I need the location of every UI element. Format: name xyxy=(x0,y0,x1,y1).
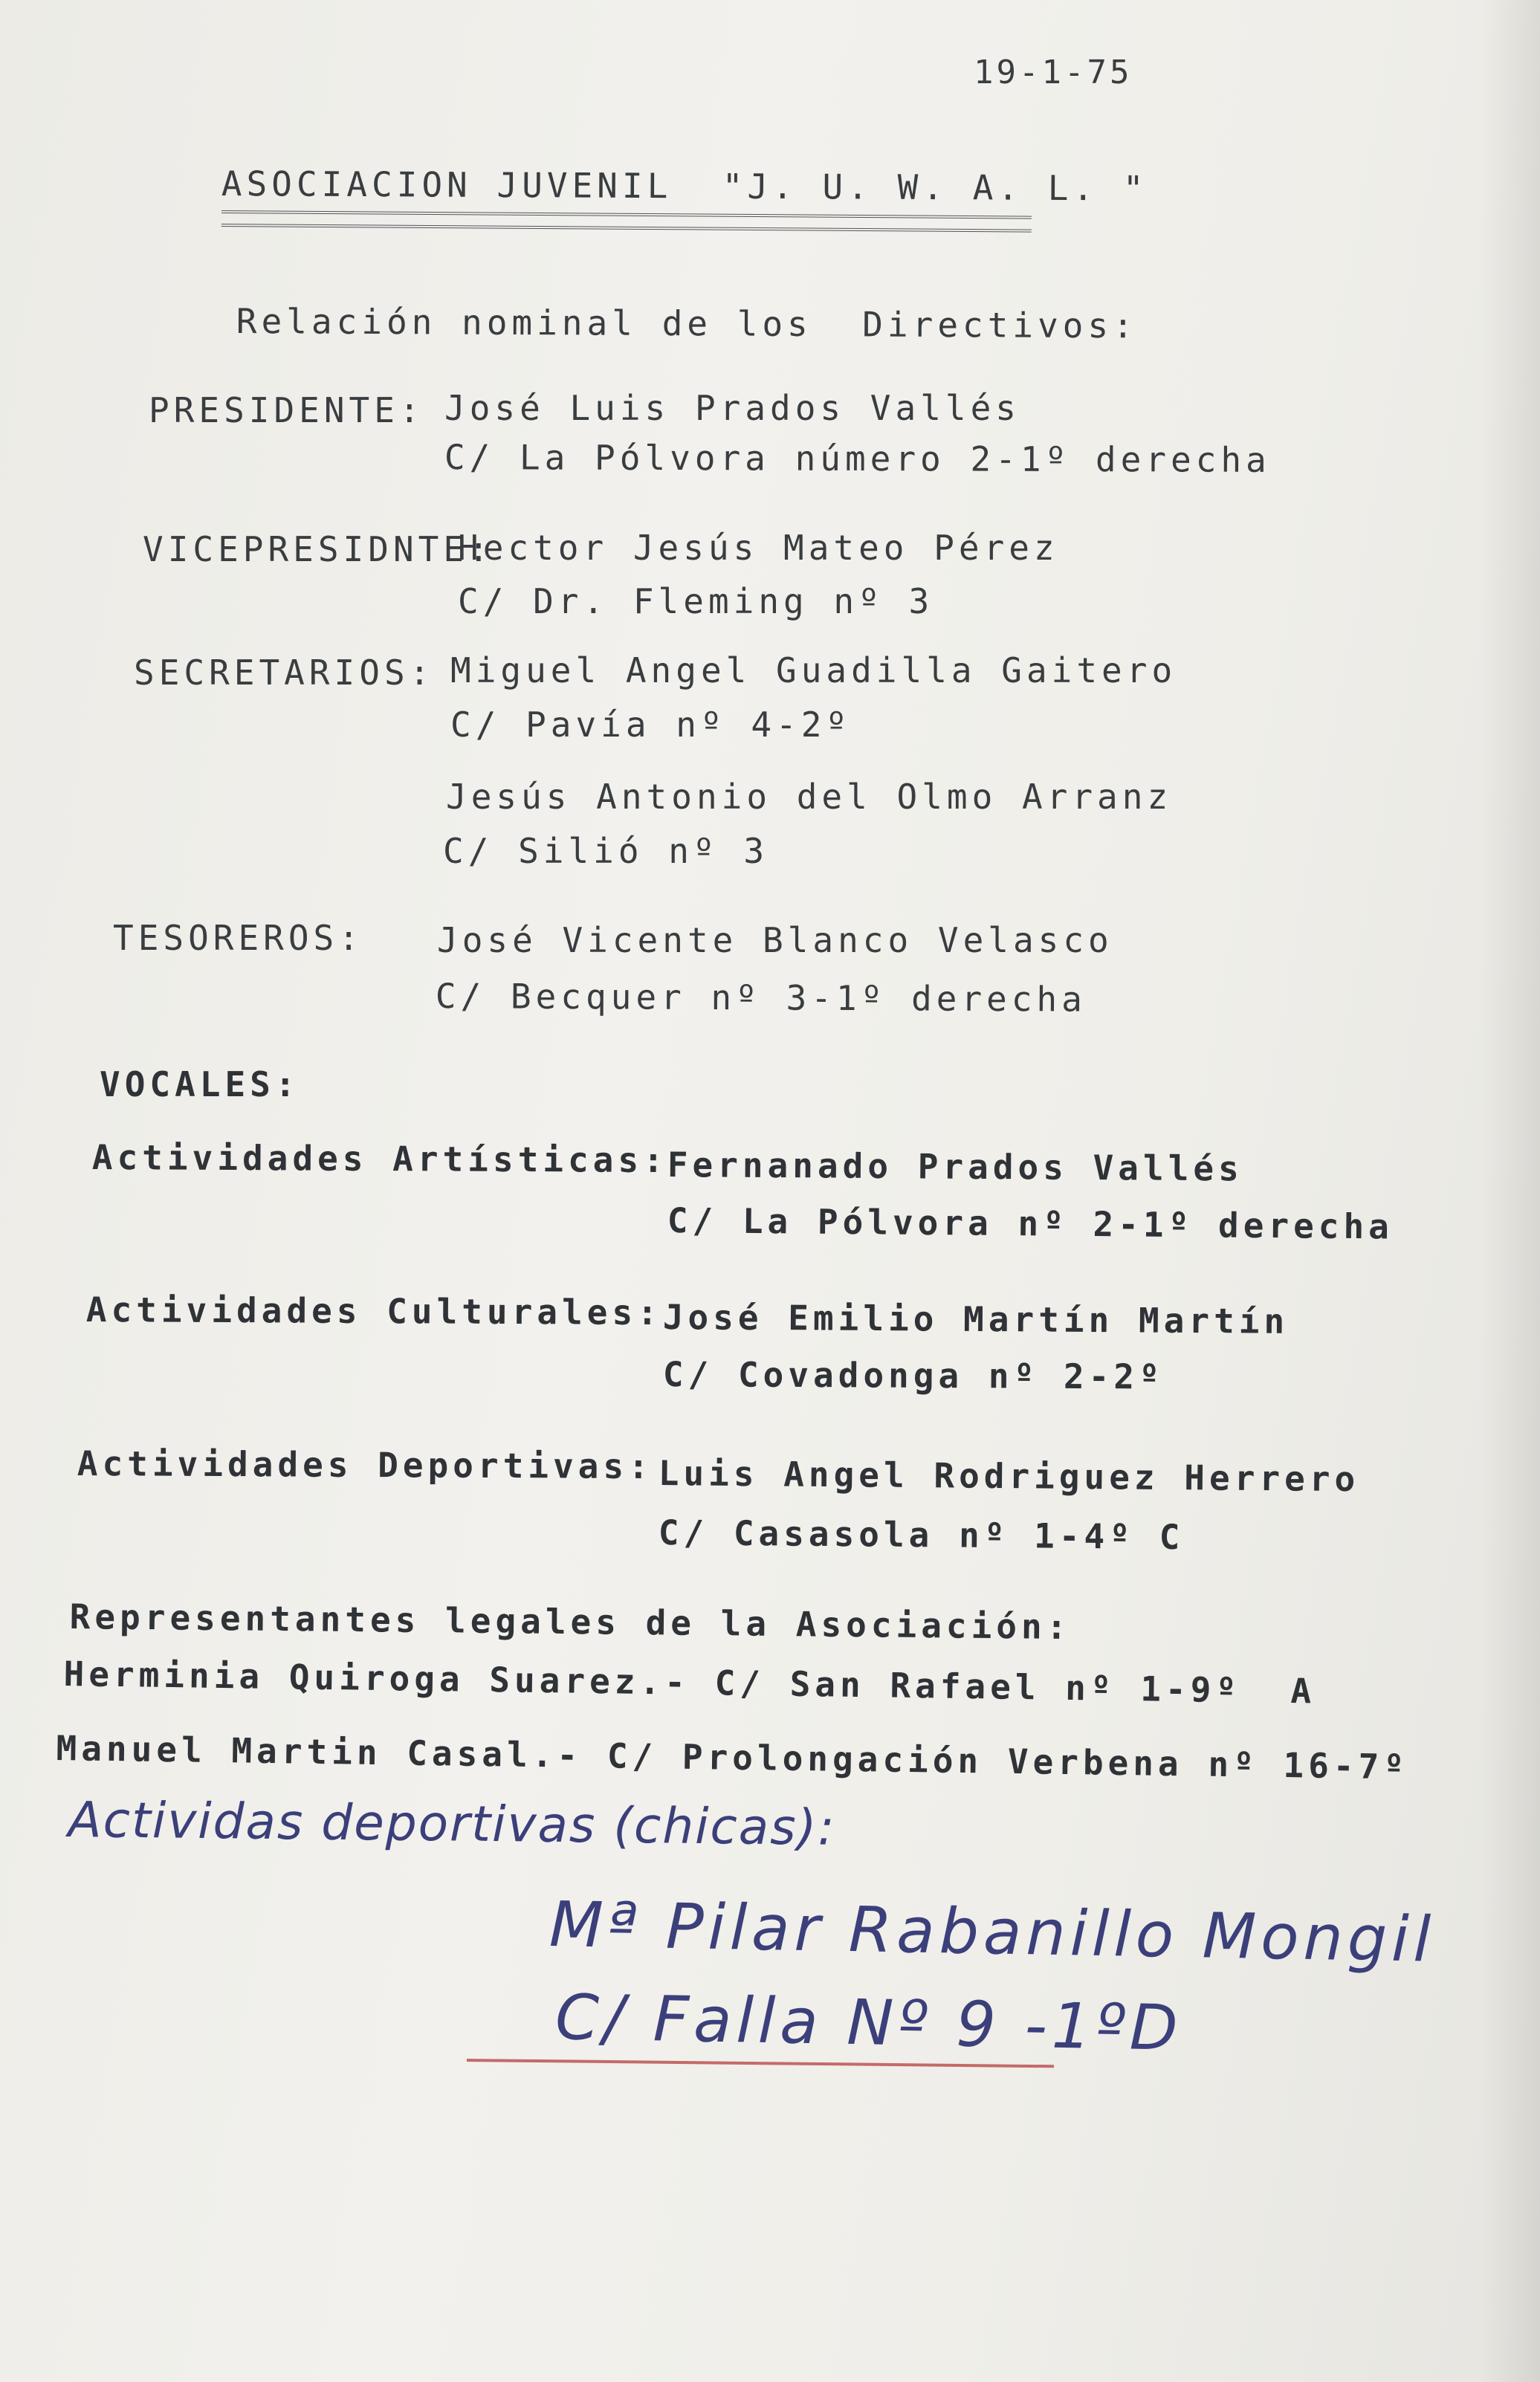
vocal-artistic-area: Actividades Artísticas: xyxy=(91,1137,668,1181)
vicepresident-address: C/ Dr. Fleming nº 3 xyxy=(458,581,934,621)
treasurer-name: José Vicente Blanco Velasco xyxy=(437,920,1113,960)
vocal-cultural-address: C/ Covadonga nº 2-2º xyxy=(662,1354,1164,1397)
title-underline xyxy=(221,210,1032,233)
legal-heading: Representantes legales de la Asociación: xyxy=(69,1596,1072,1648)
secretary-2-address: C/ Silió nº 3 xyxy=(443,831,769,871)
president-address: C/ La Pólvora número 2-1º derecha xyxy=(444,437,1271,480)
treasurers-role: TESOREROS: xyxy=(113,918,363,958)
page-edge-shadow xyxy=(1481,0,1540,2382)
president-name: José Luis Prados Vallés xyxy=(444,388,1020,428)
legal-representative-1: Herminia Quiroga Suarez.- C/ San Rafael nº 1-9º A xyxy=(63,1654,1316,1712)
secretaries-role: SECRETARIOS: xyxy=(134,653,435,693)
president-role: PRESIDENTE: xyxy=(149,390,424,430)
secretary-2-name: Jesús Antonio del Olmo Arranz xyxy=(446,777,1173,817)
vocal-artistic-address: C/ La Pólvora nº 2-1º derecha xyxy=(667,1200,1394,1247)
vocal-sports-address: C/ Casasola nº 1-4º C xyxy=(658,1512,1185,1558)
vocal-cultural-area: Actividades Culturales: xyxy=(85,1289,662,1333)
secretary-1-name: Miguel Angel Guadilla Gaitero xyxy=(450,650,1177,690)
vocales-heading: VOCALES: xyxy=(100,1064,300,1104)
legal-representative-2: Manuel Martin Casal.- C/ Prolongación Verbena nº 16-7º xyxy=(56,1728,1409,1787)
secretary-1-address: C/ Pavía nº 4-2º xyxy=(450,705,852,745)
handwritten-name: Mª Pilar Rabanillo Mongil xyxy=(549,1888,1436,1976)
vocal-cultural-name: José Emilio Martín Martín xyxy=(662,1297,1290,1342)
vocal-artistic-name: Fernanado Prados Vallés xyxy=(667,1145,1243,1189)
vocal-sports-area: Actividades Deportivas: xyxy=(77,1443,653,1487)
document-subtitle: Relación nominal de los Directivos: xyxy=(236,301,1138,346)
vocal-sports-name: Luis Angel Rodriguez Herrero xyxy=(658,1453,1360,1500)
document-date: 19-1-75 xyxy=(974,54,1133,91)
handwritten-heading: Actividas deportivas (chicas): xyxy=(68,1791,837,1857)
vicepresident-role: VICEPRESIDNTE: xyxy=(143,529,494,569)
handwritten-address: C/ Falla Nº 9 -1ºD xyxy=(554,1981,1183,2065)
document-title: ASOCIACION JUVENIL "J. U. W. A. L. " xyxy=(221,164,1148,209)
treasurer-address: C/ Becquer nº 3-1º derecha xyxy=(435,976,1087,1020)
vicepresident-name: Hector Jesús Mateo Pérez xyxy=(458,528,1059,568)
